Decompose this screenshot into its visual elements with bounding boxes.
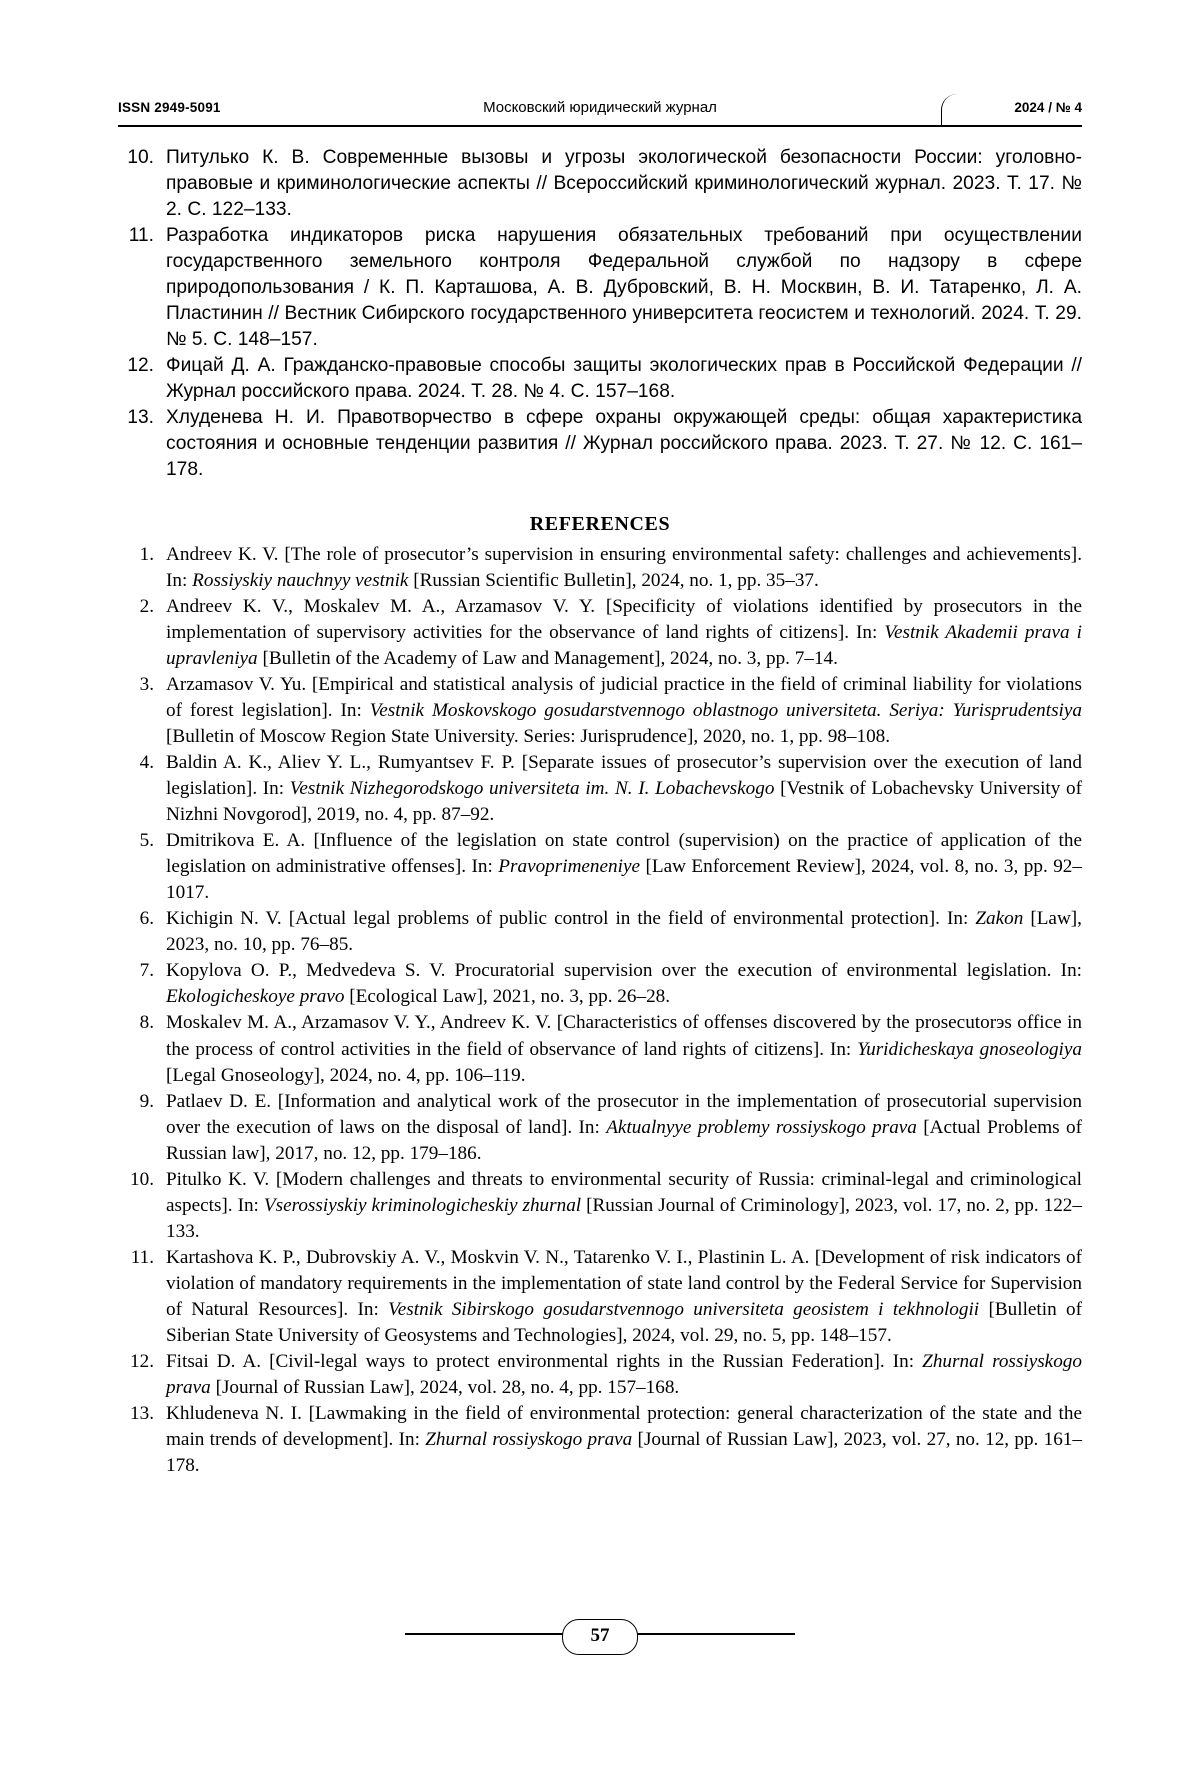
- reference-text-run: [Law Enforcement Review], 2024, vol. 8, no. 3, pp. 92–1017.: [166, 856, 1082, 904]
- list-item-number: 4.: [139, 752, 154, 774]
- reference-text-run: [Bulletin of Moscow Region State University. Series: Jurisprudence], 2020, no. 1, pp. 98–108.: [166, 726, 891, 748]
- list-item-number: 10.: [130, 1168, 154, 1190]
- journal-title: Московский юридический журнал: [483, 99, 717, 116]
- list-item: [118, 1010, 1082, 1088]
- reference-text-run: Arzamasov V. Yu. [Empirical and statistical analysis of judicial practice in the field of criminal liability for violations of forest legislation]. In:: [166, 674, 1082, 722]
- list-item-text: [166, 908, 1082, 955]
- list-item-text: [166, 674, 1082, 747]
- journal-title-italic: Rossiyskiy nauchnyy vestnik: [192, 570, 409, 592]
- russian-reference-list: [118, 145, 1082, 483]
- reference-text-run: [Bulletin of Siberian State University of Geosystems and Technologies], 2024, vol. 29, no. 5, pp. 148–157.: [166, 1298, 1082, 1346]
- list-item-number: 3.: [139, 674, 154, 696]
- list-item: [118, 958, 1082, 1010]
- reference-text-run: Pitulko K. V. [Modern challenges and threats to environmental security of Russia: criminal-legal and criminological aspects]. In:: [166, 1168, 1082, 1216]
- list-item-text: [166, 1091, 1082, 1164]
- list-item-text: Хлуденева Н. И. Правотворчество в сфере охраны окружающей среды: общая характеристика состояния и основные тенденции развития // Журнал российского права. 2023. Т. 27. № 12. С. 161–178.: [166, 407, 1082, 481]
- journal-title-italic: Zakon: [975, 908, 1024, 930]
- list-item: [118, 672, 1082, 750]
- journal-title-italic: Vestnik Sibirskogo gosudarstvennogo universiteta geosistem i tekhnologii: [388, 1298, 980, 1320]
- list-item: [118, 145, 1082, 223]
- list-item-number: 9.: [139, 1090, 154, 1112]
- list-item-text: [166, 1351, 1082, 1398]
- list-item-text: [166, 1247, 1082, 1346]
- list-item-number: 7.: [139, 960, 154, 982]
- journal-title-italic: Vestnik Moskovskogo gosudarstvennogo oblastnogo universiteta. Seriya: Yurisprudentsiya: [369, 700, 1083, 722]
- journal-title-italic: Pravoprimeneniye: [498, 856, 641, 878]
- list-item-number: 12.: [127, 355, 154, 377]
- reference-text-run: [Journal of Russian Law], 2023, vol. 27, no. 12, pp. 161–178.: [166, 1428, 1082, 1476]
- list-item-text: [166, 960, 1082, 1007]
- english-reference-list: [118, 542, 1082, 1479]
- list-item-text: [166, 596, 1082, 669]
- list-item-number: 13.: [127, 407, 154, 429]
- list-item-number: 11.: [128, 225, 154, 247]
- reference-text-run: [Russian Journal of Criminology], 2023, vol. 17, no. 2, pp. 122–133.: [166, 1194, 1082, 1242]
- list-item-number: 2.: [139, 596, 154, 618]
- journal-title-italic: Vestnik Akademii prava i upravleniya: [166, 622, 1082, 670]
- reference-text-run: [Ecological Law], 2021, no. 3, pp. 26–28.: [344, 986, 671, 1008]
- reference-text-run: Dmitrikova E. A. [Influence of the legislation on state control (supervision) on the practice of application of the legislation on administrative offenses]. In:: [166, 830, 1082, 878]
- page-footer: [0, 1611, 1200, 1671]
- list-item-number: 11.: [130, 1246, 154, 1268]
- list-item: [118, 353, 1082, 405]
- reference-text-run: Fitsai D. A. [Civil-legal ways to protect environmental rights in the Russian Federation]. In:: [166, 1350, 923, 1372]
- list-item-text: [166, 544, 1082, 591]
- reference-text-run: [Legal Gnoseology], 2024, no. 4, pp. 106–119.: [166, 1064, 526, 1086]
- list-item-text: [166, 1169, 1082, 1242]
- list-item-text: [166, 830, 1082, 903]
- list-item-text: Разработка индикаторов риска нарушения обязательных требований при осуществлении государственного земельного контроля Федеральной службой по надзору в сфере природопользования / К. П. Карташова, А. В. Дубровский, В. Н. Москвин, В. И. Татаренко, Л. А. Пластинин // Вестник Сибирского государственного университета геосистем и технологий. 2024. Т. 29. № 5. С. 148–157.: [166, 225, 1082, 351]
- list-item-text: [166, 1403, 1082, 1476]
- list-item-text: Фицай Д. А. Гражданско-правовые способы защиты экологических прав в Российской Федерации // Журнал российского права. 2024. Т. 28. № 4. С. 157–168.: [166, 355, 1082, 403]
- journal-title-italic: Vserossiyskiy kriminologicheskiy zhurnal: [263, 1194, 582, 1216]
- list-item: [118, 405, 1082, 483]
- reference-text-run: Khludeneva N. I. [Lawmaking in the field of environmental protection: general characterization of the state and the main trends of development]. In:: [166, 1402, 1082, 1450]
- journal-title-italic: Zhurnal rossiyskogo prava: [425, 1428, 633, 1450]
- reference-text-run: Kartashova K. P., Dubrovskiy A. V., Moskvin V. N., Tatarenko V. I., Plastinin L. A. [Development of risk indicators of violation of mandatory requirements in the implementation of state land control by the Federal Service for Supervision of Natural Resources]. In:: [166, 1246, 1082, 1320]
- list-item-text: [166, 1012, 1082, 1085]
- reference-text-run: Patlaev D. E. [Information and analytical work of the prosecutor in the implementation of prosecutorial supervision over the execution of laws on the disposal of land]. In:: [166, 1090, 1082, 1138]
- journal-title-italic: Ekologicheskoye pravo: [166, 986, 345, 1008]
- reference-text-run: Moskalev M. A., Arzamasov V. Y., Andreev K. V. [Characteristics of offenses discovered by the prosecutorэs office in the process of control activities in the field of observance of land rights of citizens]. In:: [166, 1012, 1082, 1060]
- journal-title-italic: Aktualnyye problemy rossiyskogo prava: [606, 1116, 917, 1138]
- list-item: [118, 1349, 1082, 1401]
- reference-text-run: Andreev K. V., Moskalev M. A., Arzamasov V. Y. [Specificity of violations identified by prosecutors in the implementation of supervisory activities for the observance of land rights of citizens]. In:: [166, 596, 1082, 644]
- reference-text-run: Andreev K. V. [The role of prosecutor’s supervision in ensuring environmental safety: challenges and achievements]. In:: [166, 544, 1082, 592]
- list-item-number: 1.: [139, 544, 154, 566]
- list-item-number: 8.: [139, 1012, 154, 1034]
- list-item: [118, 906, 1082, 958]
- reference-text-run: [Journal of Russian Law], 2024, vol. 28, no. 4, pp. 157–168.: [210, 1376, 680, 1398]
- list-item: [118, 1167, 1082, 1245]
- list-item: [118, 594, 1082, 672]
- page-content: [118, 145, 1082, 1479]
- list-item: [118, 1089, 1082, 1167]
- list-item-number: 6.: [139, 908, 154, 930]
- list-item: [118, 223, 1082, 353]
- reference-text-run: [Law], 2023, no. 10, pp. 76–85.: [166, 908, 1082, 956]
- list-item: [118, 1401, 1082, 1479]
- list-item-text: [166, 752, 1082, 825]
- reference-text-run: Kichigin N. V. [Actual legal problems of public control in the field of environmental protection]. In:: [166, 908, 976, 930]
- journal-title-italic: Yuridicheskaya gnoseologiya: [857, 1038, 1082, 1060]
- reference-text-run: [Russian Scientific Bulletin], 2024, no. 1, pp. 35–37.: [408, 570, 819, 592]
- issue-label: 2024 / № 4: [1014, 100, 1082, 115]
- header-divider: [118, 125, 1082, 127]
- list-item: [118, 828, 1082, 906]
- list-item-number: 13.: [130, 1402, 154, 1424]
- list-item-number: 12.: [130, 1350, 154, 1372]
- issn-label: ISSN 2949-5091: [118, 100, 221, 115]
- list-item-text: Питулько К. В. Современные вызовы и угрозы экологической безопасности России: уголовно-правовые и криминологические аспекты // Всероссийский криминологический журнал. 2023. Т. 17. № 2. С. 122–133.: [166, 147, 1082, 221]
- list-item: [118, 1245, 1082, 1349]
- reference-text-run: [Actual Problems of Russian law], 2017, no. 12, pp. 179–186.: [166, 1116, 1082, 1164]
- references-heading: REFERENCES: [529, 513, 671, 536]
- reference-text-run: Kopylova O. P., Medvedeva S. V. Procuratorial supervision over the execution of environmental legislation. In:: [166, 960, 1082, 982]
- list-item-number: 10.: [127, 147, 154, 168]
- journal-title-italic: Zhurnal rossiyskogo prava: [166, 1350, 1082, 1398]
- list-item-number: 5.: [139, 830, 154, 852]
- list-item: [118, 750, 1082, 828]
- page-number: 57: [562, 1619, 638, 1655]
- reference-text-run: Baldin A. K., Aliev Y. L., Rumyantsev F. P. [Separate issues of prosecutor’s supervision over the execution of land legislation]. In:: [166, 752, 1082, 800]
- reference-text-run: [Bulletin of the Academy of Law and Management], 2024, no. 3, pp. 7–14.: [257, 648, 838, 670]
- journal-title-italic: Vestnik Nizhegorodskogo universiteta im. N. I. Lobachevskogo: [289, 778, 775, 800]
- page-header: [118, 96, 1082, 126]
- list-item: [118, 542, 1082, 594]
- reference-text-run: [Vestnik of Lobachevsky University of Nizhni Novgorod], 2019, no. 4, pp. 87–92.: [166, 778, 1082, 826]
